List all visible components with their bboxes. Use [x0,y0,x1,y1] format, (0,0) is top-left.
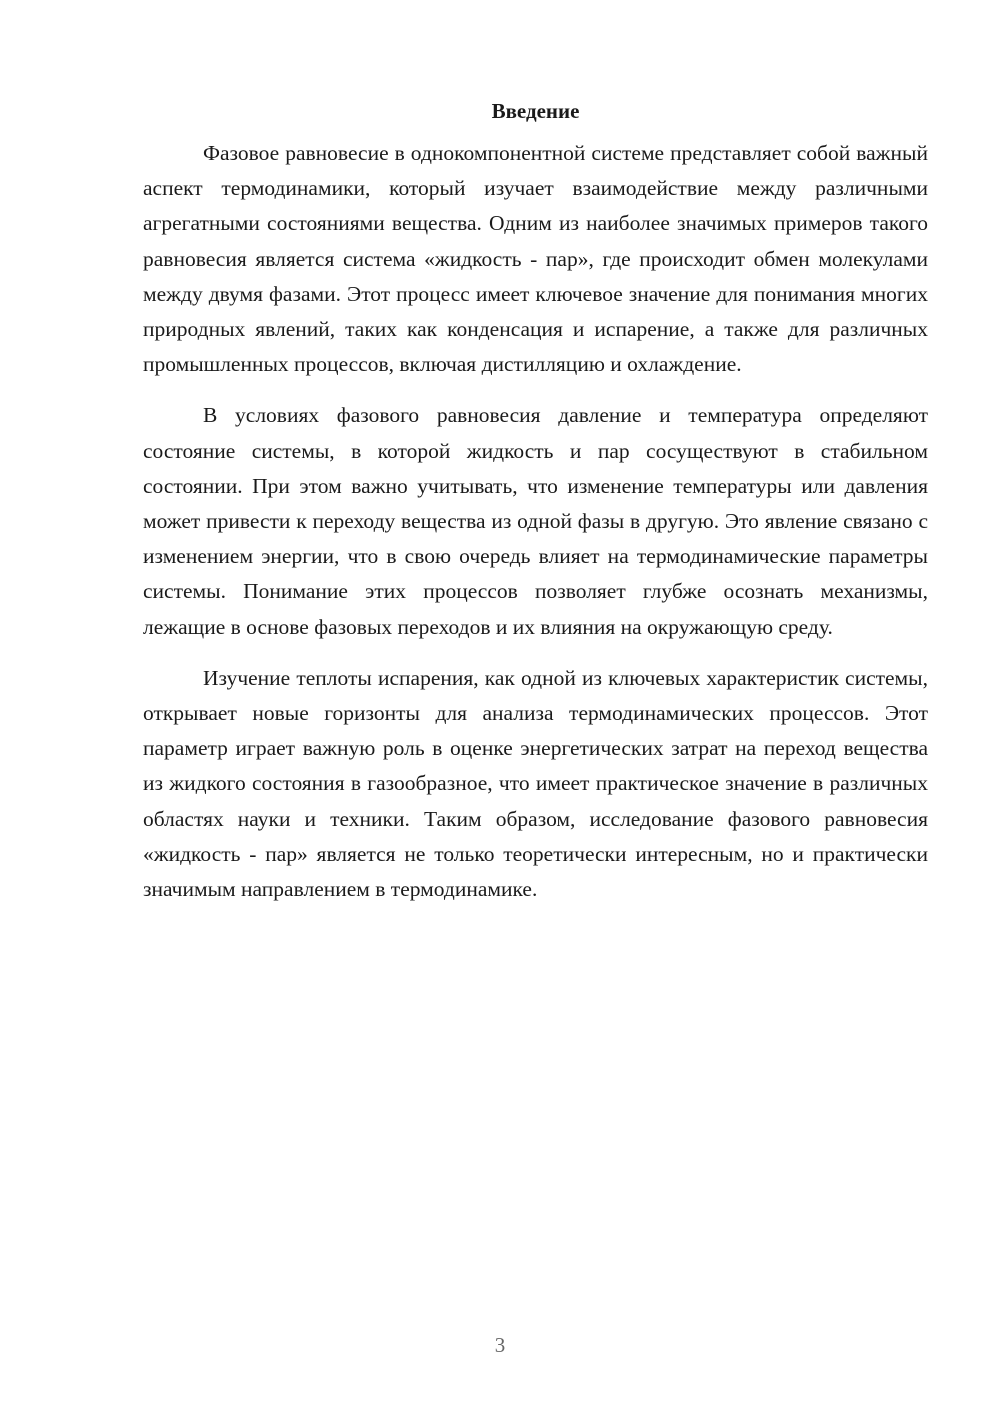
page-content [143,96,928,907]
paragraph-3: Изучение теплоты испарения, как одной из ключевых характеристик системы, открывает новые горизонты для анализа термодинамических процессов. Этот параметр играет важную роль в оценке энергетических затрат на переход вещества из жидкого состояния в газообразное, что имеет практическое значение в различных областях науки и техники. Таким образом, исследование фазового равновесия «жидкость - пар» является не только теоретически интересным, но и практически значимым направлением в термодинамике. [143,665,928,902]
page-number: 3 [494,1333,506,1357]
section-title: Введение [491,99,580,123]
paragraph-1: Фазовое равновесие в однокомпонентной системе представляет собой важный аспект термодинамики, который изучает взаимодействие между различными агрегатными состояниями вещества. Одним из наиболее значимых примеров такого равновесия является система «жидкость - пар», где происходит обмен молекулами между двумя фазами. Этот процесс имеет ключевое значение для понимания многих природных явлений, таких как конденсация и испарение, а также для различных промышленных процессов, включая дистилляцию и охлаждение. [143,141,928,377]
paragraph-2: В условиях фазового равновесия давление и температура определяют состояние системы, в которой жидкость и пар сосуществуют в стабильном состоянии. При этом важно учитывать, что изменение температуры или давления может привести к переходу вещества из одной фазы в другую. Это явление связано с изменением энергии, что в свою очередь влияет на термодинамические параметры системы. Понимание этих процессов позволяет глубже осознать механизмы, лежащие в основе фазовых переходов и их влияния на окружающую среду. [143,403,928,639]
